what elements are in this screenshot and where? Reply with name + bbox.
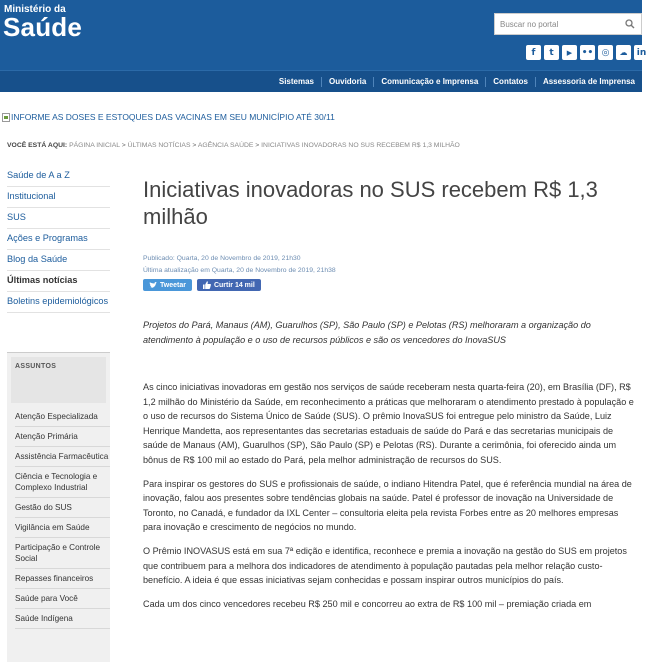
vaccine-banner-link[interactable] (2, 112, 335, 122)
twitter-icon[interactable]: t (544, 45, 559, 60)
article-body (143, 380, 639, 620)
assunto-item[interactable]: Ciência e Tecnologia e Complexo Industrial (15, 467, 110, 498)
breadcrumb: VOCÊ ESTÁ AQUI: PÁGINA INICIAL > ÚLTIMAS NOTÍCIAS > AGÊNCIA SAÚDE > INICIATIVAS INOVADORAS NO SUS RECEBEM R$ 1,3 MILHÃO (7, 142, 460, 149)
share-buttons (143, 279, 261, 291)
assunto-item[interactable]: Saúde para Você (15, 589, 110, 609)
assunto-item[interactable]: Vigilância em Saúde (15, 518, 110, 538)
assunto-item[interactable]: Assistência Farmacêutica (15, 447, 110, 467)
search-input[interactable] (495, 20, 621, 29)
sidebar-item-institucional[interactable]: Institucional (7, 187, 110, 208)
soundcloud-icon[interactable]: ☁ (616, 45, 631, 60)
assuntos-panel (7, 352, 110, 662)
youtube-icon[interactable]: ▶ (562, 45, 577, 60)
social-links (526, 45, 649, 60)
tweet-button[interactable] (143, 279, 192, 291)
assunto-item[interactable]: Gestão do SUS (15, 498, 110, 518)
broken-image-icon (2, 113, 10, 122)
top-navigation (0, 70, 642, 92)
breadcrumb-lead: VOCÊ ESTÁ AQUI: (7, 142, 68, 149)
facebook-icon[interactable]: f (526, 45, 541, 60)
sidebar-item-ultimas-noticias[interactable]: Últimas notícias (7, 271, 110, 292)
search-icon[interactable] (621, 15, 639, 33)
article-paragraph: As cinco iniciativas inovadoras em gestão nos serviços de saúde receberam nesta quarta-feira (20), em Brasília (DF), R$ 1,2 milhão do Ministério da Saúde, em reconhecimento a práticas que melhoraram o atendimento prestado à população e o uso de recursos do Sistema Único de Saúde (SUS). O prêmio InovaSUS foi entregue pelo ministro da Saúde, Luiz Henrique Mandetta, aos representantes das secretarias estaduais de saúde do Pará e das secretarias municipais de saúde de Manaus (AM), Guarulhos (SP), São Paulo (SP) e Pelotas (RS). Durante a cerimônia, foi oferecido ainda um bônus de R$ 100 mil ao estado do Pará, pela melhor administração de recursos do SUS. (143, 382, 634, 465)
tweet-label: Tweetar (160, 281, 186, 289)
article-meta (143, 253, 336, 277)
nav-assessoria-imprensa[interactable]: Assessoria de Imprensa (535, 77, 642, 87)
assunto-item[interactable]: Atenção Especializada (15, 407, 110, 427)
sidebar-item-blog[interactable]: Blog da Saúde (7, 250, 110, 271)
assuntos-title: ASSUNTOS (11, 357, 106, 403)
article-lead: Projetos do Pará, Manaus (AM), Guarulhos (SP), São Paulo (SP) e Pelotas (RS) melhoraram a organização do atendimento à população e o uso de recursos públicos e são os vencedores do InovaSUS (143, 320, 591, 345)
site-header (0, 0, 647, 70)
flickr-icon[interactable]: •• (580, 45, 595, 60)
assunto-item[interactable]: Participação e Controle Social (15, 538, 110, 569)
thumbs-up-icon (203, 281, 211, 289)
breadcrumb-ultimas-noticias[interactable]: ÚLTIMAS NOTÍCIAS (127, 142, 191, 149)
facebook-like-button[interactable] (197, 279, 261, 291)
assunto-item[interactable]: Atenção Primária (15, 427, 110, 447)
article-paragraph: Para inspirar os gestores do SUS e profissionais de saúde, o indiano Hitendra Patel, que é referência mundial na área de inovação, falou aos presentes sobre tendências globais na saúde. Patel é professor de inovação na Universidade de Toronto, no Canadá, e fundador da IXL Center – consultoria eleita pela revista Forbes entre as 20 melhores empresas para inovação e crescimento de negócios no mundo. (143, 478, 632, 533)
sidebar-item-sus[interactable]: SUS (7, 208, 110, 229)
sidebar-item-saude-a-z[interactable]: Saúde de A a Z (7, 166, 110, 187)
article-header (143, 176, 638, 230)
assunto-item[interactable]: Saúde Indígena (15, 609, 110, 629)
published-date: Publicado: Quarta, 20 de Novembro de 2019, 21h30 (143, 255, 301, 262)
sidebar-item-acoes-programas[interactable]: Ações e Programas (7, 229, 110, 250)
instagram-icon[interactable]: ◎ (598, 45, 613, 60)
breadcrumb-current: INICIATIVAS INOVADORAS NO SUS RECEBEM R$ 1,3 MILHÃO (261, 142, 460, 149)
article-paragraph: Cada um dos cinco vencedores recebeu R$ 250 mil e concorreu ao extra de R$ 100 mil – premiação criada em (143, 598, 592, 609)
sidebar-item-boletins[interactable]: Boletins epidemiológicos (7, 292, 110, 313)
banner-text: INFORME AS DOSES E ESTOQUES DAS VACINAS EM SEU MUNICÍPIO ATÉ 30/11 (11, 112, 335, 122)
brand-logo-text[interactable]: Saúde (3, 12, 83, 42)
breadcrumb-agencia-saude[interactable]: AGÊNCIA SAÚDE (197, 142, 254, 149)
nav-sistemas[interactable]: Sistemas (278, 77, 315, 86)
article-title: Iniciativas inovadoras no SUS recebem R$ 1,3 milhão (143, 177, 598, 229)
search-box (494, 13, 642, 35)
brand-subtitle[interactable]: Ministério da (4, 4, 66, 15)
article-paragraph: O Prêmio INOVASUS está em sua 7ª edição e identifica, reconhece e premia a inovação na gestão do SUS em projetos que contribuem para a melhora dos indicadores de atendimento à população pautadas pela melhor relação custo-benefício. A ideia é que essas iniciativas sejam conhecidas e possam inspirar outros municípios do país. (143, 545, 627, 586)
updated-date: Última atualização em Quarta, 20 de Novembro de 2019, 21h38 (143, 267, 336, 274)
assunto-item[interactable]: Repasses financeiros (15, 569, 110, 589)
twitter-bird-icon (149, 282, 157, 289)
linkedin-icon[interactable]: in (634, 45, 649, 60)
breadcrumb-home[interactable]: PÁGINA INICIAL (69, 142, 120, 149)
sidebar-menu (7, 166, 110, 313)
nav-ouvidoria[interactable]: Ouvidoria (321, 77, 373, 87)
nav-comunicacao-imprensa[interactable]: Comunicação e Imprensa (373, 77, 485, 87)
nav-contatos[interactable]: Contatos (485, 77, 535, 87)
like-label: Curtir 14 mil (213, 281, 255, 289)
